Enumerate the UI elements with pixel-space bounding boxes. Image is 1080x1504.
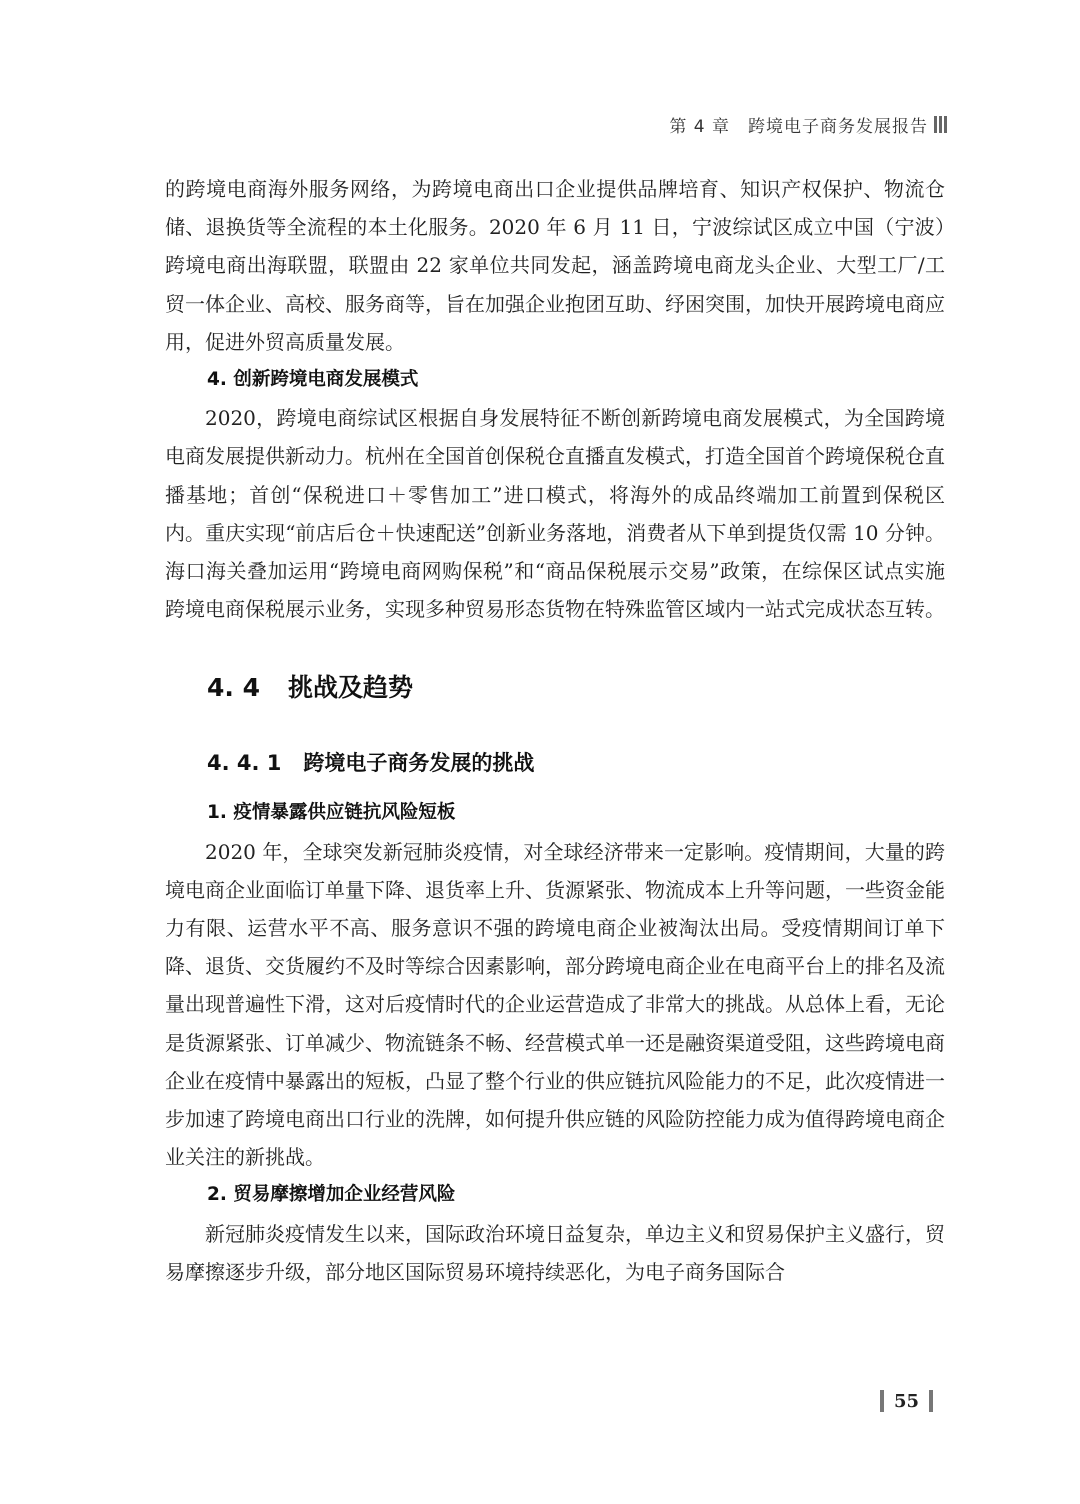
header-bars-decoration: [934, 116, 947, 133]
paragraph-trade-friction: 新冠肺炎疫情发生以来，国际政治环境日益复杂，单边主义和贸易保护主义盛行，贸易摩擦逐步升级，部分地区国际贸易环境持续恶化，为电子商务国际合: [165, 1221, 945, 1284]
folio-bar-right: [929, 1390, 933, 1412]
subsection-heading: [165, 744, 945, 782]
chapter-title: 跨境电子商务发展报告: [748, 117, 928, 137]
subsection-title: 跨境电子商务发展的挑战: [303, 751, 535, 776]
section-title: 挑战及趋势: [288, 673, 414, 703]
running-header: [669, 112, 947, 137]
page-number: 55: [893, 1390, 919, 1412]
paragraph-innovation: 2020，跨境电商综试区根据自身发展特征不断创新跨境电商发展模式，为全国跨境电商发展提供新动力。杭州在全国首创保税仓直播直发模式，打造全国首个跨境保税仓直播基地；首创“保税进口＋零售加工”进口模式，将海外的成品终端加工前置到保税区内。重庆实现“前店后仓＋快速配送”创新业务落地，消费者从下单到提货仅需 10 分钟。海口海关叠加运用“跨境电商网购保税”和“商品保税展示交易”政策，在综保区试点实施跨境电商保税展示业务，实现多种贸易形态货物在特殊监管区域内一站式完成状态互转。: [165, 406, 945, 622]
subsection-number: 4. 4. 1: [207, 751, 282, 776]
page-footer: [870, 1390, 943, 1412]
page-body: [165, 170, 945, 1291]
folio-bar-left: [880, 1390, 884, 1412]
section-number: 4. 4: [207, 673, 260, 703]
paragraph-pandemic: 2020 年，全球突发新冠肺炎疫情，对全球经济带来一定影响。疫情期间，大量的跨境电商企业面临订单量下降、退货率上升、货源紧张、物流成本上升等问题，一些资金能力有限、运营水平不高、服务意识不强的跨境电商企业被淘汰出局。受疫情期间订单下降、退货、交货履约不及时等综合因素影响，部分跨境电商企业在电商平台上的排名及流量出现普遍性下滑，这对后疫情时代的企业运营造成了非常大的挑战。从总体上看，无论是货源紧张、订单减少、物流链条不畅、经营模式单一还是融资渠道受阻，这些跨境电商企业在疫情中暴露出的短板，凸显了整个行业的供应链抗风险能力的不足，此次疫情进一步加速了跨境电商出口行业的洗牌，如何提升供应链的风险防控能力成为值得跨境电商企业关注的新挑战。: [165, 839, 945, 1170]
chapter-label: 第 4 章: [669, 117, 730, 137]
item-heading-4: 4. 创新跨境电商发展模式: [207, 369, 419, 391]
section-heading: [165, 668, 945, 708]
item-heading-2: 2. 贸易摩擦增加企业经营风险: [207, 1184, 456, 1206]
item-heading-1: 1. 疫情暴露供应链抗风险短板: [207, 802, 456, 824]
paragraph-continued: 的跨境电商海外服务网络，为跨境电商出口企业提供品牌培育、知识产权保护、物流仓储、退换货等全流程的本土化服务。2020 年 6 月 11 日，宁波综试区成立中国（宁波）跨境电商出海联盟，联盟由 22 家单位共同发起，涵盖跨境电商龙头企业、大型工厂/工贸一体企业、高校、服务商等，旨在加强企业抱团互助、纾困突围，加快开展跨境电商应用，促进外贸高质量发展。: [165, 177, 945, 354]
